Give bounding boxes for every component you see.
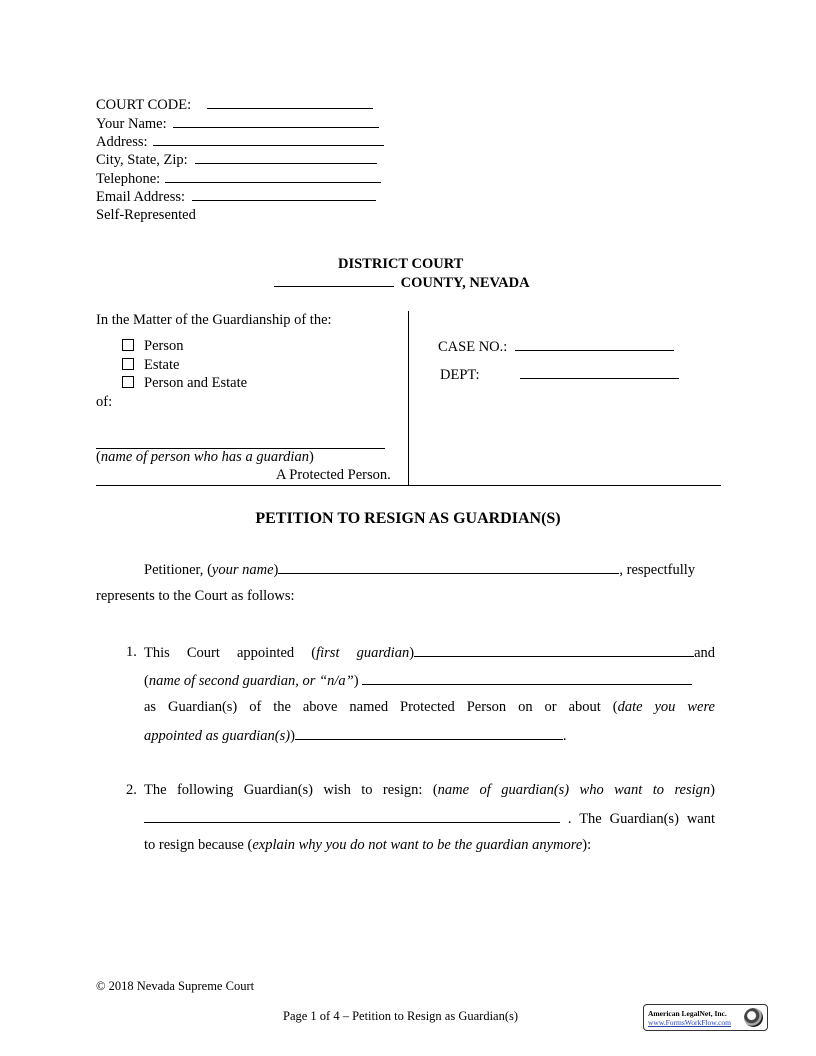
want-text: . The Guardian(s) want	[567, 811, 716, 827]
court-name: DISTRICT COURT	[338, 256, 464, 272]
your-name-field[interactable]	[96, 115, 379, 133]
your-name-line[interactable]	[173, 115, 379, 128]
document-title: PETITION TO RESIGN AS GUARDIAN(S)	[255, 510, 561, 527]
checkbox-label: Person and Estate	[144, 375, 248, 391]
resign-because-text: to resign because	[144, 837, 244, 853]
email-label: Email Address:	[96, 189, 186, 205]
petitioner-name-line[interactable]	[278, 561, 619, 574]
telephone-line[interactable]	[165, 170, 381, 183]
telephone-label: Telephone:	[96, 171, 161, 187]
city-state-zip-label: City, State, Zip:	[96, 152, 188, 168]
court-code-line[interactable]	[207, 96, 373, 109]
protected-person-hint: (name of person who has a guardian)	[96, 449, 314, 465]
legalnet-badge[interactable]	[643, 1004, 768, 1031]
represents-text: represents to the Court as follows:	[96, 588, 295, 604]
city-state-zip-line[interactable]	[195, 151, 377, 164]
appointment-date-line[interactable]	[295, 727, 563, 740]
badge-url-link[interactable]: www.FormsWorkFlow.com	[648, 1018, 732, 1027]
dept-field[interactable]	[440, 366, 679, 384]
item1-appointed-text: as Guardian(s) of the above named Protected Person on or about	[144, 699, 601, 715]
item1-line3: as Guardian(s) of the above named Protected Person on or about (date you were	[144, 699, 715, 715]
address-field[interactable]	[96, 133, 384, 151]
city-state-zip-field[interactable]	[96, 151, 377, 169]
checkbox-label: Person	[144, 338, 184, 354]
checkbox-label: Estate	[144, 357, 180, 373]
self-represented-label: Self-Represented	[96, 207, 196, 223]
respectfully-text: , respectfully	[619, 562, 696, 578]
checkbox-person-and-estate[interactable]	[122, 375, 247, 392]
email-field[interactable]	[96, 188, 376, 206]
period: .	[562, 728, 567, 744]
second-guardian-hint: name of second guardian, or “n/a”	[148, 673, 354, 689]
caption-divider	[408, 311, 409, 486]
your-name-label: Your Name:	[96, 116, 167, 132]
email-line[interactable]	[192, 188, 376, 201]
item1-text: This Court appointed	[144, 645, 295, 661]
county-line[interactable]	[274, 274, 394, 287]
telephone-field[interactable]	[96, 170, 381, 188]
legalnet-logo-icon	[744, 1008, 763, 1027]
resigning-guardian-hint: name of guardian(s) who want to resign	[437, 782, 711, 798]
county-heading	[274, 274, 530, 292]
item2-line3: to resign because (explain why you do not want to be the guardian anymore):	[144, 837, 592, 853]
of-label: of:	[96, 394, 113, 410]
date-hint-1: date you were	[617, 699, 715, 715]
item1-number: 1.	[126, 644, 137, 660]
item1-line4: appointed as guardian(s)) .	[144, 728, 567, 744]
county-label: COUNTY, NEVADA	[400, 275, 530, 291]
address-label: Address:	[96, 134, 148, 150]
name-hint-text: name of person who has a guardian	[100, 449, 309, 465]
checkbox-box[interactable]	[122, 358, 134, 370]
resigning-guardian-line[interactable]	[144, 810, 560, 823]
first-guardian-line[interactable]	[414, 644, 694, 657]
checkbox-box[interactable]	[122, 376, 134, 388]
petitioner-label: Petitioner,	[144, 562, 204, 578]
your-name-hint: your name	[211, 562, 274, 578]
court-code-field[interactable]	[96, 96, 373, 114]
matter-label: In the Matter of the Guardianship of the:	[96, 312, 332, 328]
second-guardian-line[interactable]	[362, 672, 692, 685]
protected-person-name-line[interactable]	[96, 436, 385, 449]
first-guardian-hint: first guardian	[316, 645, 410, 661]
checkbox-estate[interactable]	[122, 357, 179, 374]
dept-label: DEPT:	[440, 367, 480, 383]
and-text: and	[694, 645, 715, 661]
copyright: © 2018 Nevada Supreme Court	[96, 979, 255, 993]
date-hint-2: appointed as guardian(s)	[144, 728, 291, 744]
item1-line1: This Court appointed (first guardian) and	[144, 645, 715, 661]
item2-line1: The following Guardian(s) wish to resign: (name of guardian(s) who want to resign)	[144, 782, 715, 798]
item2-number: 2.	[126, 782, 137, 798]
item2-line2	[144, 810, 715, 828]
item2-text: The following Guardian(s) wish to resign:	[144, 782, 423, 798]
checkbox-person[interactable]	[122, 338, 183, 355]
address-line[interactable]	[153, 133, 384, 146]
protected-person-label: A Protected Person.	[276, 467, 391, 483]
court-code-label: COURT CODE:	[96, 97, 192, 113]
dept-line[interactable]	[520, 366, 679, 379]
caption-bottom-rule	[96, 485, 721, 486]
case-number-label: CASE NO.:	[438, 339, 508, 355]
checkbox-box[interactable]	[122, 339, 134, 351]
page-footer: Page 1 of 4 – Petition to Resign as Guardian(s)	[283, 1009, 519, 1023]
petitioner-line: Petitioner, (your name) , respectfully	[144, 562, 696, 578]
reason-hint: explain why you do not want to be the guardian anymore	[252, 837, 583, 853]
badge-company: American LegalNet, Inc.	[648, 1009, 727, 1018]
case-number-field[interactable]	[438, 338, 674, 356]
case-number-line[interactable]	[515, 338, 674, 351]
item1-line2: (name of second guardian, or “n/a”)	[144, 672, 692, 690]
